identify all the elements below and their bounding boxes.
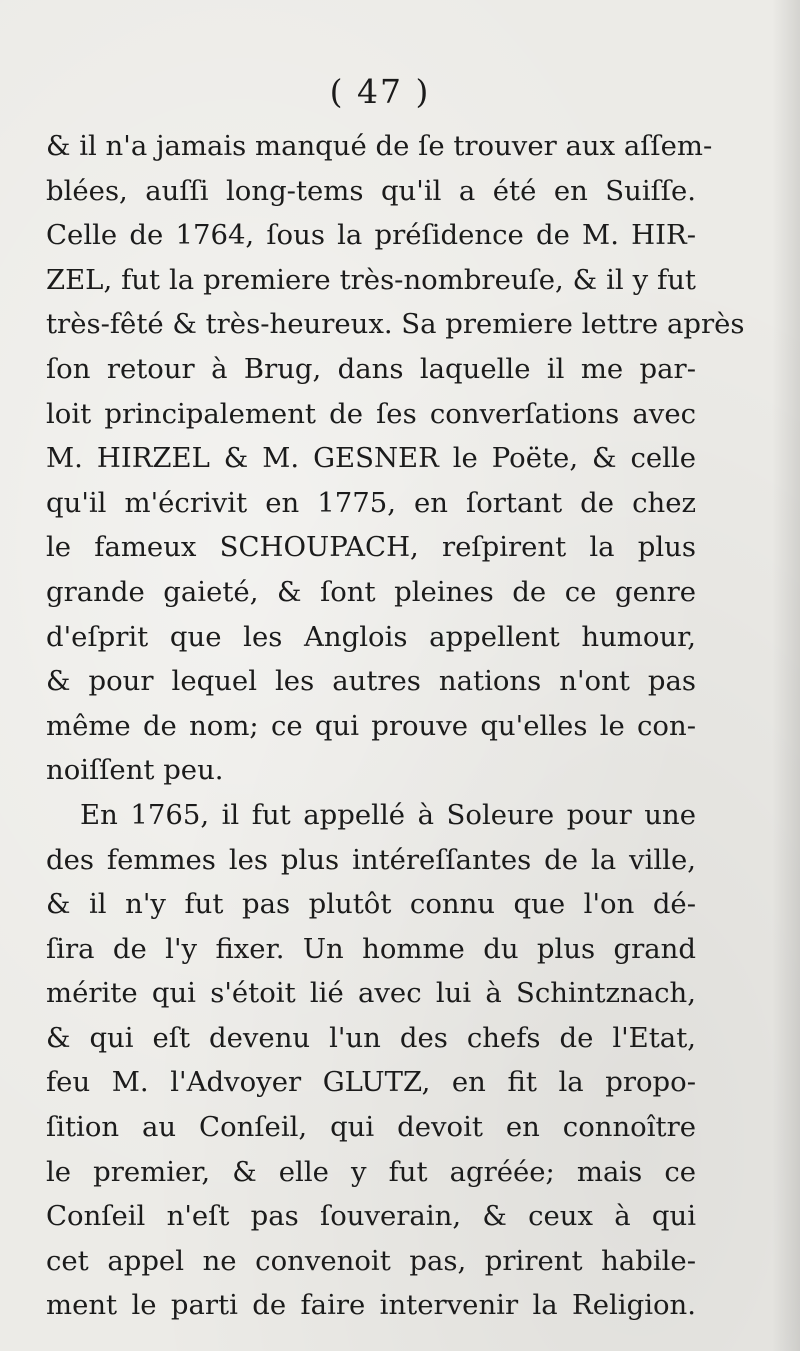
text-line: très-fêté & très-heureux. Sa premiere lettre après	[46, 308, 745, 341]
text-line: & qui eſt devenu l'un des chefs de l'Etat,	[46, 1021, 696, 1054]
text-line: noiſſent peu.	[46, 754, 224, 787]
text-line: ZEL, fut la premiere très-nombreuſe, & il y fut	[46, 263, 696, 296]
text-line: & il n'a jamais manqué de ſe trouver aux aſſem-	[46, 130, 713, 162]
text-line: & il n'y fut pas plutôt connu que l'on dé-	[46, 888, 696, 921]
text-line: ſition au Conſeil, qui devoit en connoître	[46, 1111, 696, 1144]
text-line: & pour lequel les autres nations n'ont pas	[46, 665, 696, 698]
page-edge-shadow	[772, 0, 800, 1351]
text-line: des femmes les plus intéreſſantes de la ville,	[46, 843, 696, 876]
text-line: le fameux SCHOUPACH, reſpirent la plus	[46, 531, 696, 564]
text-line: Conſeil n'eſt pas ſouverain, & ceux à qui	[46, 1200, 696, 1233]
text-line: feu M. l'Advoyer GLUTZ, en fit la propo-	[46, 1066, 696, 1099]
text-line: ſira de l'y fixer. Un homme du plus grand	[46, 932, 696, 965]
page-number: ( 47 )	[329, 72, 431, 111]
text-line: Celle de 1764, ſous la préſidence de M. HIR-	[46, 219, 696, 252]
text-line: d'eſprit que les Anglois appellent humour,	[46, 620, 696, 653]
text-line: cet appel ne convenoit pas, prirent habile-	[46, 1244, 696, 1277]
text-line: blées, auſſi long-tems qu'il a été en Suiſſe.	[46, 174, 696, 207]
text-line: loit principalement de ſes converſations avec	[46, 397, 696, 430]
paragraph-start-line: En 1765, il fut appellé à Soleure pour une	[80, 798, 696, 831]
text-line: mérite qui s'étoit lié avec lui à Schintznach,	[46, 977, 696, 1010]
text-line: ment le parti de faire intervenir la Religion.	[46, 1289, 696, 1322]
text-line: M. HIRZEL & M. GESNER le Poëte, & celle	[46, 442, 696, 475]
text-line: même de nom; ce qui prouve qu'elles le con-	[46, 709, 696, 742]
text-line: le premier, & elle y fut agréée; mais ce	[46, 1155, 696, 1188]
body-text	[46, 124, 745, 1328]
text-line: grande gaieté, & ſont pleines de ce genre	[46, 575, 696, 608]
text-line: ſon retour à Brug, dans laquelle il me par-	[46, 352, 696, 385]
text-line: qu'il m'écrivit en 1775, en ſortant de chez	[46, 486, 696, 519]
